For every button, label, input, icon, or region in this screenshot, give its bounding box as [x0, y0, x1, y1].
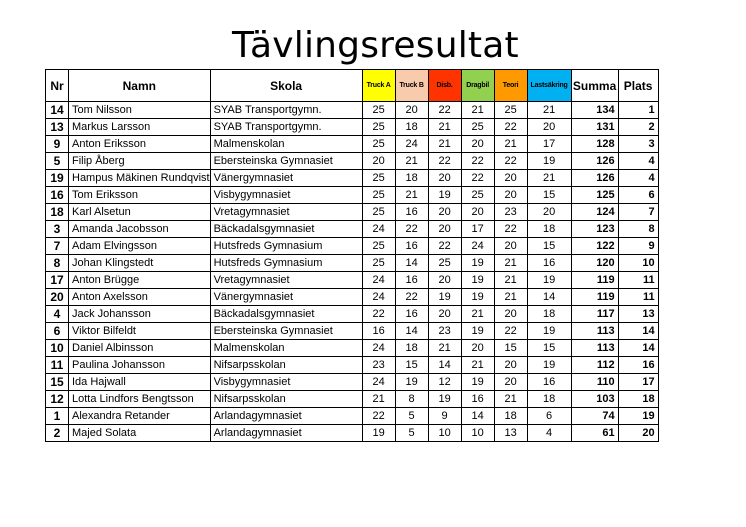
row-name: Daniel Albinsson — [69, 340, 211, 357]
row-place: 4 — [618, 170, 658, 187]
header-lastsakring: Lastsäkring — [527, 70, 571, 102]
row-score: 19 — [461, 289, 494, 306]
row-score: 24 — [362, 289, 395, 306]
table-row — [46, 102, 659, 119]
row-score: 22 — [362, 408, 395, 425]
row-score: 19 — [461, 272, 494, 289]
row-score: 21 — [461, 306, 494, 323]
row-score: 20 — [494, 238, 527, 255]
row-score: 24 — [362, 221, 395, 238]
row-nr: 10 — [46, 340, 69, 357]
row-score: 16 — [395, 238, 428, 255]
row-place: 13 — [618, 306, 658, 323]
row-score: 16 — [395, 272, 428, 289]
row-place: 14 — [618, 340, 658, 357]
row-score: 19 — [428, 187, 461, 204]
table-row — [46, 323, 659, 340]
row-place: 16 — [618, 357, 658, 374]
row-score: 25 — [461, 187, 494, 204]
table-row — [46, 289, 659, 306]
row-score: 22 — [362, 306, 395, 323]
header-dragbil: Dragbil — [461, 70, 494, 102]
row-score: 14 — [428, 357, 461, 374]
row-score: 25 — [494, 102, 527, 119]
row-score: 17 — [461, 221, 494, 238]
row-score: 25 — [362, 119, 395, 136]
row-school: Nifsarpsskolan — [210, 357, 362, 374]
row-sum: 131 — [571, 119, 618, 136]
row-name: Majed Solata — [69, 425, 211, 442]
row-score: 20 — [461, 136, 494, 153]
row-score: 24 — [395, 136, 428, 153]
row-score: 18 — [395, 340, 428, 357]
row-score: 18 — [527, 391, 571, 408]
row-name: Anton Axelsson — [69, 289, 211, 306]
row-place: 6 — [618, 187, 658, 204]
row-score: 19 — [428, 391, 461, 408]
row-school: Malmenskolan — [210, 340, 362, 357]
row-score: 21 — [395, 187, 428, 204]
row-score: 21 — [494, 255, 527, 272]
table-row — [46, 170, 659, 187]
row-score: 19 — [461, 323, 494, 340]
results-table — [45, 69, 659, 442]
row-score: 19 — [428, 289, 461, 306]
row-score: 18 — [527, 221, 571, 238]
row-place: 11 — [618, 272, 658, 289]
row-name: Alexandra Retander — [69, 408, 211, 425]
row-score: 15 — [494, 340, 527, 357]
row-school: Bäckadalsgymnasiet — [210, 221, 362, 238]
row-score: 18 — [395, 119, 428, 136]
row-score: 21 — [494, 391, 527, 408]
row-nr: 7 — [46, 238, 69, 255]
row-sum: 119 — [571, 272, 618, 289]
header-school: Skola — [210, 70, 362, 102]
row-school: Visbygymnasiet — [210, 187, 362, 204]
row-name: Hampus Mäkinen Rundqvist — [69, 170, 211, 187]
row-place: 3 — [618, 136, 658, 153]
header-row — [46, 70, 659, 102]
row-school: Vänergymnasiet — [210, 289, 362, 306]
row-sum: 126 — [571, 170, 618, 187]
row-nr: 14 — [46, 102, 69, 119]
row-name: Amanda Jacobsson — [69, 221, 211, 238]
row-nr: 15 — [46, 374, 69, 391]
row-sum: 74 — [571, 408, 618, 425]
row-school: Malmenskolan — [210, 136, 362, 153]
row-nr: 13 — [46, 119, 69, 136]
row-name: Paulina Johansson — [69, 357, 211, 374]
row-name: Filip Åberg — [69, 153, 211, 170]
row-place: 20 — [618, 425, 658, 442]
row-score: 23 — [494, 204, 527, 221]
row-name: Tom Nilsson — [69, 102, 211, 119]
table-row — [46, 204, 659, 221]
row-score: 23 — [362, 357, 395, 374]
row-score: 14 — [527, 289, 571, 306]
row-nr: 16 — [46, 187, 69, 204]
row-place: 2 — [618, 119, 658, 136]
table-row — [46, 136, 659, 153]
row-score: 17 — [527, 136, 571, 153]
row-name: Viktor Bilfeldt — [69, 323, 211, 340]
row-score: 25 — [362, 170, 395, 187]
row-name: Markus Larsson — [69, 119, 211, 136]
table-row — [46, 255, 659, 272]
row-score: 21 — [428, 136, 461, 153]
row-nr: 2 — [46, 425, 69, 442]
row-score: 16 — [527, 255, 571, 272]
row-score: 24 — [362, 374, 395, 391]
header-truck-a: Truck A — [362, 70, 395, 102]
row-score: 9 — [428, 408, 461, 425]
table-row — [46, 357, 659, 374]
row-place: 1 — [618, 102, 658, 119]
row-score: 20 — [461, 204, 494, 221]
row-score: 10 — [428, 425, 461, 442]
row-name: Adam Elvingsson — [69, 238, 211, 255]
row-nr: 6 — [46, 323, 69, 340]
header-place: Plats — [618, 70, 658, 102]
row-score: 4 — [527, 425, 571, 442]
row-school: Visbygymnasiet — [210, 374, 362, 391]
row-score: 16 — [527, 374, 571, 391]
row-score: 20 — [494, 306, 527, 323]
row-score: 15 — [527, 340, 571, 357]
row-sum: 124 — [571, 204, 618, 221]
row-score: 6 — [527, 408, 571, 425]
row-score: 21 — [494, 289, 527, 306]
row-name: Lotta Lindfors Bengtsson — [69, 391, 211, 408]
row-score: 20 — [362, 153, 395, 170]
row-score: 22 — [494, 119, 527, 136]
header-disb: Disb. — [428, 70, 461, 102]
row-score: 19 — [362, 425, 395, 442]
row-score: 22 — [428, 102, 461, 119]
header-sum: Summa — [571, 70, 618, 102]
row-score: 25 — [362, 255, 395, 272]
row-place: 4 — [618, 153, 658, 170]
row-place: 7 — [618, 204, 658, 221]
table-row — [46, 306, 659, 323]
row-name: Anton Brügge — [69, 272, 211, 289]
row-school: Hutsfreds Gymnasium — [210, 255, 362, 272]
row-score: 20 — [428, 204, 461, 221]
row-score: 22 — [395, 289, 428, 306]
row-school: Arlandagymnasiet — [210, 425, 362, 442]
header-teori: Teori — [494, 70, 527, 102]
table-row — [46, 408, 659, 425]
table-row — [46, 272, 659, 289]
row-nr: 17 — [46, 272, 69, 289]
row-score: 16 — [395, 204, 428, 221]
row-score: 12 — [428, 374, 461, 391]
row-sum: 103 — [571, 391, 618, 408]
row-place: 19 — [618, 408, 658, 425]
row-score: 22 — [428, 238, 461, 255]
table-row — [46, 374, 659, 391]
row-score: 18 — [527, 306, 571, 323]
row-score: 25 — [362, 204, 395, 221]
row-place: 10 — [618, 255, 658, 272]
row-nr: 1 — [46, 408, 69, 425]
row-score: 21 — [428, 340, 461, 357]
row-score: 23 — [428, 323, 461, 340]
row-name: Jack Johansson — [69, 306, 211, 323]
row-school: Arlandagymnasiet — [210, 408, 362, 425]
row-sum: 122 — [571, 238, 618, 255]
table-row — [46, 153, 659, 170]
row-place: 9 — [618, 238, 658, 255]
row-score: 16 — [362, 323, 395, 340]
row-score: 20 — [461, 340, 494, 357]
row-score: 22 — [494, 153, 527, 170]
header-truck-b: Truck B — [395, 70, 428, 102]
table-row — [46, 391, 659, 408]
row-score: 21 — [527, 170, 571, 187]
row-school: Bäckadalsgymnasiet — [210, 306, 362, 323]
row-school: SYAB Transportgymn. — [210, 119, 362, 136]
row-score: 21 — [527, 102, 571, 119]
row-place: 8 — [618, 221, 658, 238]
row-score: 16 — [461, 391, 494, 408]
table-row — [46, 425, 659, 442]
row-score: 20 — [428, 306, 461, 323]
row-name: Tom Eriksson — [69, 187, 211, 204]
row-score: 21 — [428, 119, 461, 136]
row-nr: 8 — [46, 255, 69, 272]
row-score: 22 — [494, 221, 527, 238]
row-sum: 112 — [571, 357, 618, 374]
row-score: 20 — [527, 119, 571, 136]
row-score: 25 — [362, 238, 395, 255]
page-title: Tävlingsresultat — [232, 25, 519, 66]
row-score: 15 — [527, 238, 571, 255]
row-score: 20 — [428, 221, 461, 238]
row-score: 20 — [494, 187, 527, 204]
row-name: Karl Alsetun — [69, 204, 211, 221]
row-score: 5 — [395, 408, 428, 425]
row-school: Vretagymnasiet — [210, 204, 362, 221]
row-score: 19 — [461, 255, 494, 272]
row-nr: 12 — [46, 391, 69, 408]
row-score: 24 — [362, 340, 395, 357]
row-score: 24 — [461, 238, 494, 255]
row-score: 24 — [362, 272, 395, 289]
row-score: 21 — [362, 391, 395, 408]
row-score: 16 — [395, 306, 428, 323]
row-sum: 119 — [571, 289, 618, 306]
row-school: SYAB Transportgymn. — [210, 102, 362, 119]
row-nr: 9 — [46, 136, 69, 153]
row-nr: 5 — [46, 153, 69, 170]
row-score: 19 — [461, 374, 494, 391]
row-score: 14 — [395, 323, 428, 340]
row-sum: 125 — [571, 187, 618, 204]
row-name: Johan Klingstedt — [69, 255, 211, 272]
row-score: 20 — [494, 357, 527, 374]
row-place: 11 — [618, 289, 658, 306]
row-score: 21 — [395, 153, 428, 170]
row-score: 19 — [527, 153, 571, 170]
row-score: 14 — [461, 408, 494, 425]
row-score: 22 — [461, 170, 494, 187]
row-score: 20 — [428, 170, 461, 187]
row-school: Nifsarpsskolan — [210, 391, 362, 408]
row-score: 22 — [395, 221, 428, 238]
row-score: 25 — [362, 102, 395, 119]
row-score: 5 — [395, 425, 428, 442]
row-score: 21 — [494, 136, 527, 153]
row-nr: 18 — [46, 204, 69, 221]
row-score: 10 — [461, 425, 494, 442]
row-nr: 19 — [46, 170, 69, 187]
row-school: Hutsfreds Gymnasium — [210, 238, 362, 255]
row-sum: 113 — [571, 323, 618, 340]
table-row — [46, 221, 659, 238]
row-place: 18 — [618, 391, 658, 408]
row-score: 19 — [527, 357, 571, 374]
row-place: 17 — [618, 374, 658, 391]
header-name: Namn — [69, 70, 211, 102]
row-place: 14 — [618, 323, 658, 340]
header-nr: Nr — [46, 70, 69, 102]
row-score: 22 — [461, 153, 494, 170]
row-score: 14 — [395, 255, 428, 272]
row-name: Ida Hajwall — [69, 374, 211, 391]
row-score: 8 — [395, 391, 428, 408]
row-school: Ebersteinska Gymnasiet — [210, 153, 362, 170]
table-row — [46, 119, 659, 136]
row-score: 19 — [395, 374, 428, 391]
row-name: Anton Eriksson — [69, 136, 211, 153]
table-row — [46, 187, 659, 204]
table-row — [46, 238, 659, 255]
row-sum: 126 — [571, 153, 618, 170]
row-score: 20 — [494, 374, 527, 391]
row-score: 22 — [428, 153, 461, 170]
row-score: 20 — [428, 272, 461, 289]
row-sum: 61 — [571, 425, 618, 442]
row-score: 25 — [461, 119, 494, 136]
row-score: 19 — [527, 323, 571, 340]
row-score: 15 — [527, 187, 571, 204]
row-sum: 123 — [571, 221, 618, 238]
row-score: 21 — [461, 357, 494, 374]
row-nr: 3 — [46, 221, 69, 238]
row-score: 21 — [461, 102, 494, 119]
row-sum: 120 — [571, 255, 618, 272]
row-nr: 4 — [46, 306, 69, 323]
row-score: 25 — [362, 187, 395, 204]
row-sum: 117 — [571, 306, 618, 323]
row-score: 19 — [527, 272, 571, 289]
row-score: 15 — [395, 357, 428, 374]
row-school: Ebersteinska Gymnasiet — [210, 323, 362, 340]
row-score: 13 — [494, 425, 527, 442]
row-sum: 134 — [571, 102, 618, 119]
row-score: 22 — [494, 323, 527, 340]
row-score: 18 — [395, 170, 428, 187]
row-school: Vretagymnasiet — [210, 272, 362, 289]
row-score: 25 — [428, 255, 461, 272]
row-score: 20 — [395, 102, 428, 119]
row-sum: 113 — [571, 340, 618, 357]
row-nr: 20 — [46, 289, 69, 306]
row-score: 20 — [527, 204, 571, 221]
row-score: 25 — [362, 136, 395, 153]
row-nr: 11 — [46, 357, 69, 374]
row-sum: 128 — [571, 136, 618, 153]
row-school: Vänergymnasiet — [210, 170, 362, 187]
row-score: 21 — [494, 272, 527, 289]
row-score: 20 — [494, 170, 527, 187]
table-row — [46, 340, 659, 357]
row-score: 18 — [494, 408, 527, 425]
row-sum: 110 — [571, 374, 618, 391]
